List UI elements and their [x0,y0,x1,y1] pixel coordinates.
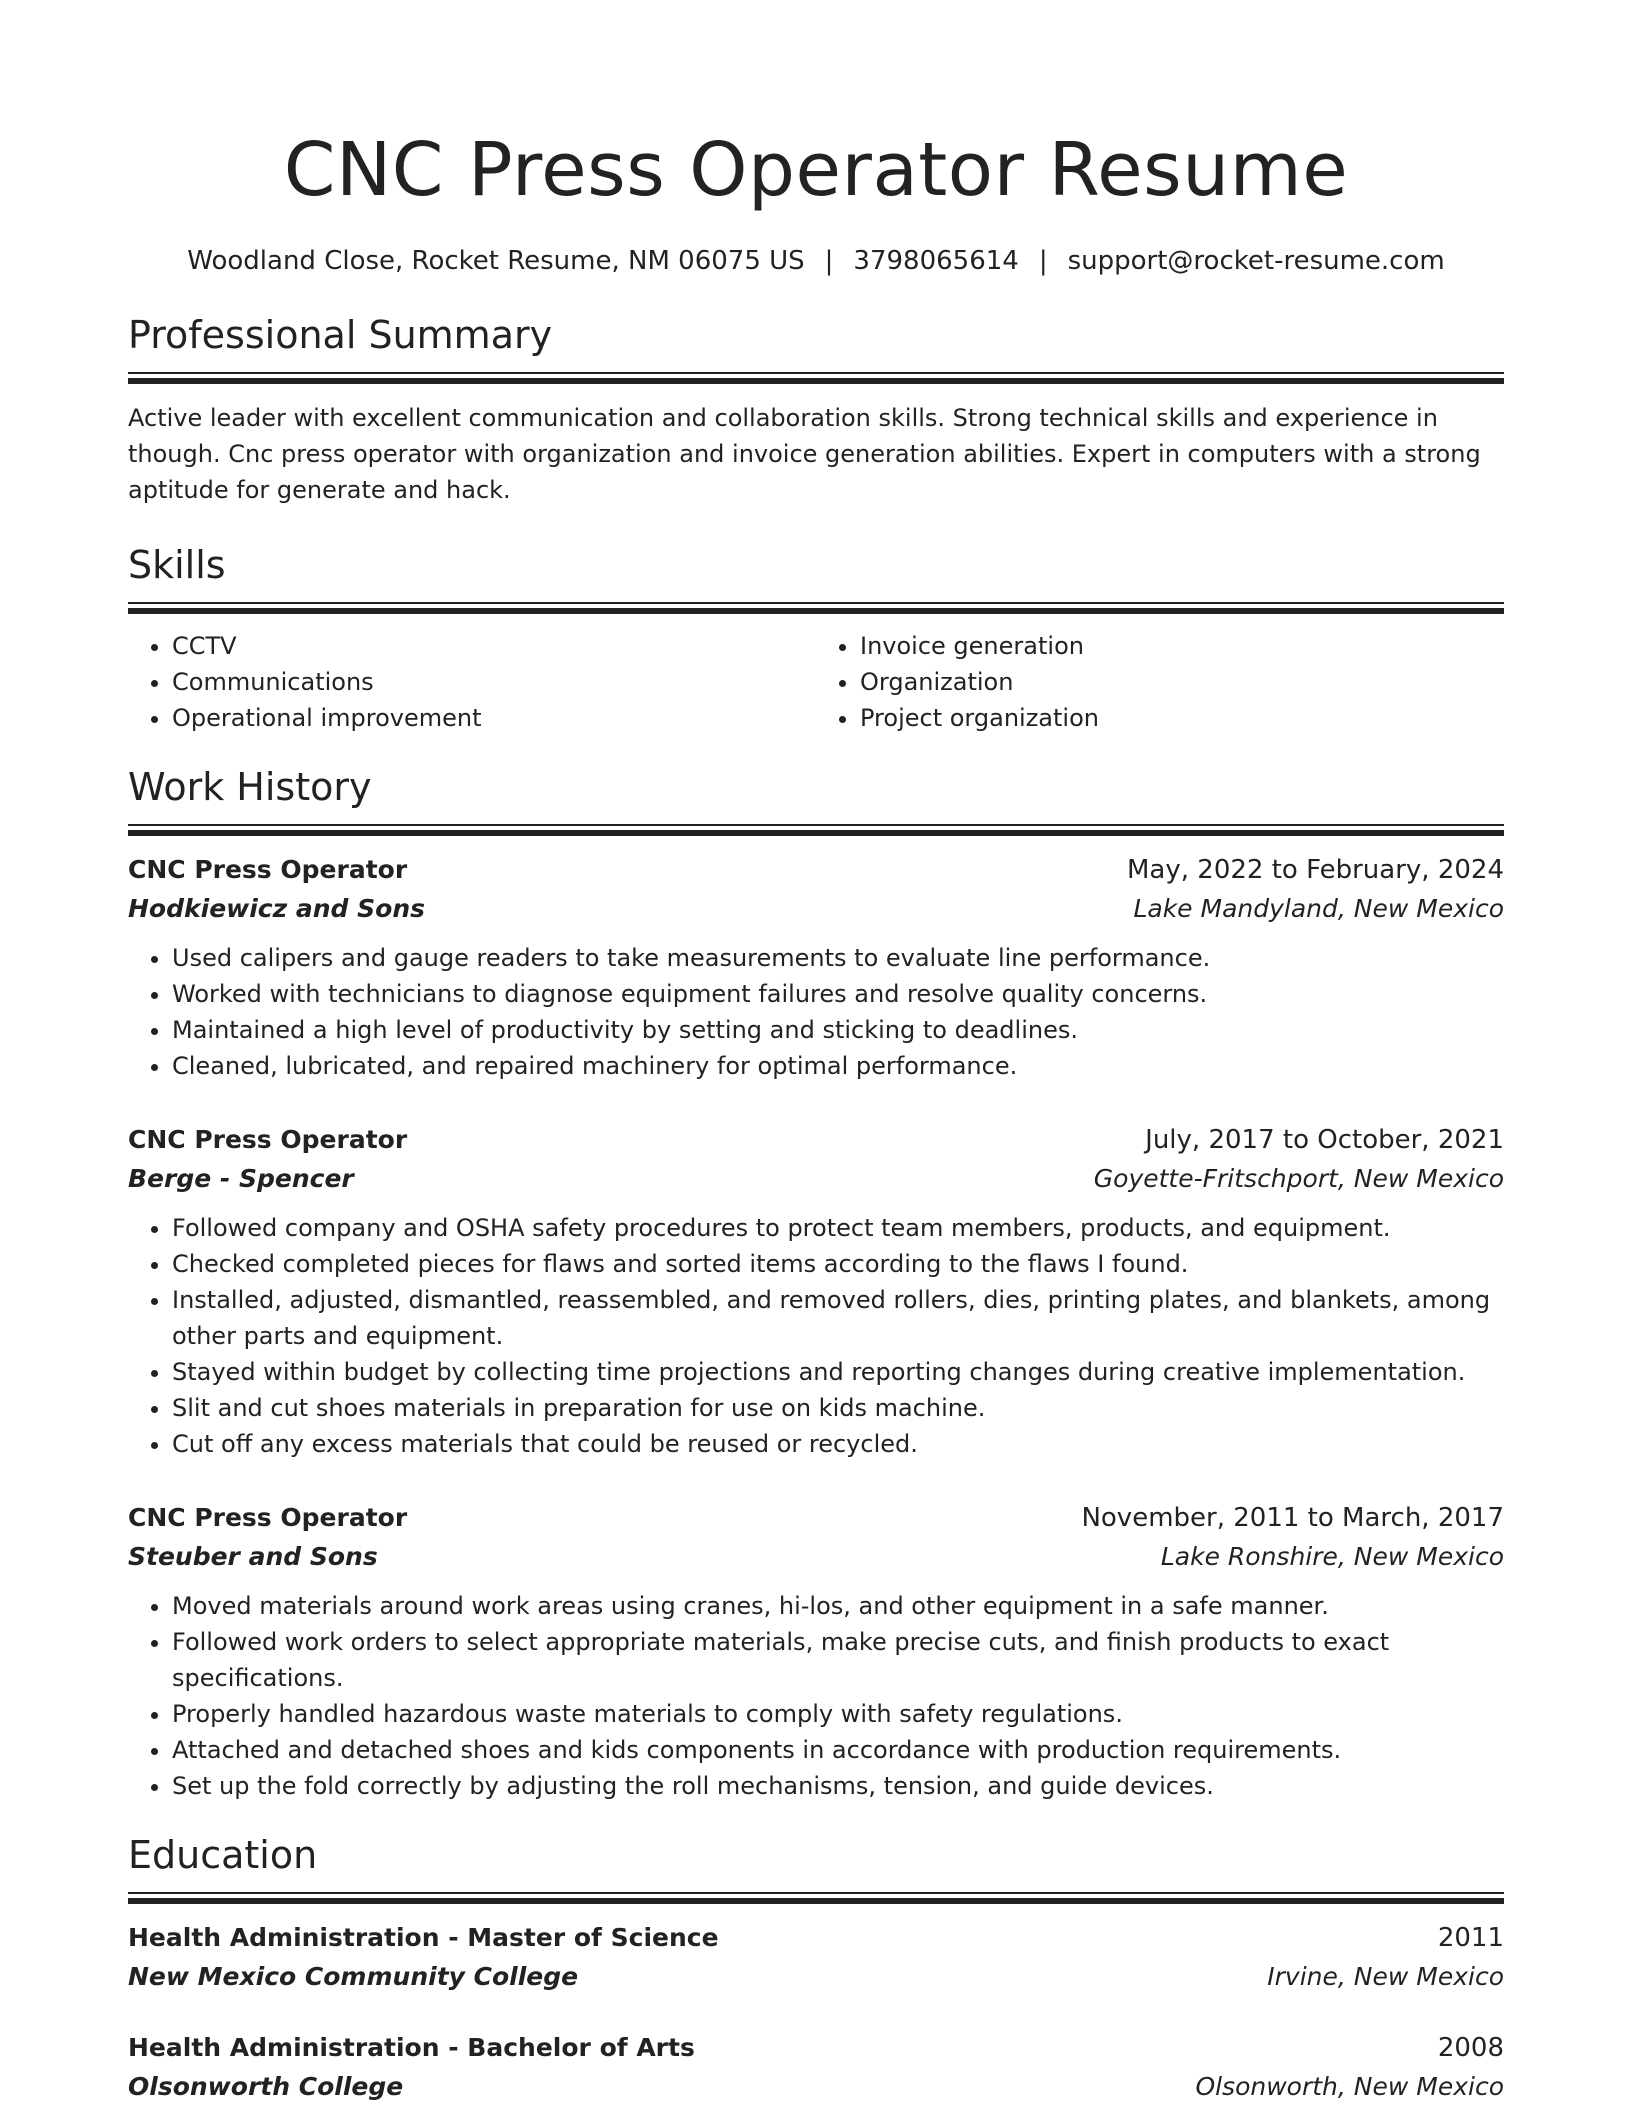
job-entry [128,1498,1504,1804]
job-dates: November, 2011 to March, 2017 [1081,1503,1504,1533]
contact-separator: | [1038,246,1048,276]
work-history-section [128,764,1504,1804]
section-divider [128,602,1504,614]
job-bullets [128,1210,1504,1462]
job-header-row [128,850,1504,890]
contact-phone: 3798065614 [853,246,1019,276]
education-year: 2011 [1437,1923,1504,1953]
contact-address: Woodland Close, Rocket Resume, NM 06075 US [187,246,805,276]
job-company-row [128,1538,1504,1576]
skill-item: • Organization [860,664,1504,700]
resume-title: CNC Press Operator Resume [283,127,1349,213]
job-header-row [128,1498,1504,1538]
job-bullet: • Attached and detached shoes and kids components in accordance with production requirements. [172,1732,1504,1768]
job-company-row [128,1160,1504,1198]
job-dates: May, 2022 to February, 2024 [1127,855,1504,885]
summary-text: Active leader with excellent communication and collaboration skills. Strong technical skills and experience in though. Cnc press operator with organization and invoice generation abilities. Expert in computers with a strong aptitude for generate and hack. [128,404,1481,504]
education-section [128,1832,1504,2106]
skills-section [128,542,1504,736]
education-location: Irvine, New Mexico [1267,1962,1504,1991]
section-divider [128,824,1504,836]
job-bullets [128,940,1504,1084]
education-header-row [128,2028,1504,2068]
job-bullet: • Cleaned, lubricated, and repaired machinery for optimal performance. [172,1048,1504,1084]
job-company: Hodkiewicz and Sons [128,894,426,923]
job-bullet: • Installed, adjusted, dismantled, reassembled, and removed rollers, dies, printing plates, and blankets, among other parts and equipment. [172,1282,1504,1354]
skills-column-right [816,628,1504,736]
skills-column-left [128,628,816,736]
skill-item: • Operational improvement [172,700,816,736]
job-bullet: • Cut off any excess materials that could be reused or recycled. [172,1426,1504,1462]
job-bullet: • Properly handled hazardous waste materials to comply with safety regulations. [172,1696,1504,1732]
section-heading-education: Education [128,1833,318,1877]
education-school-row [128,2068,1504,2106]
skill-item: • CCTV [172,628,816,664]
skill-item: • Project organization [860,700,1504,736]
job-bullet: • Followed company and OSHA safety procedures to protect team members, products, and equipment. [172,1210,1504,1246]
contact-separator: | [824,246,834,276]
education-school: New Mexico Community College [128,1962,579,1991]
section-heading-summary: Professional Summary [128,313,553,357]
education-year: 2008 [1437,2033,1504,2063]
contact-line [128,244,1504,278]
job-title: CNC Press Operator [128,1125,408,1154]
education-school: Olsonworth College [128,2072,404,2101]
job-company-row [128,890,1504,928]
education-entry [128,2028,1504,2106]
job-company: Berge - Spencer [128,1164,354,1193]
section-divider [128,372,1504,384]
job-bullets [128,1588,1504,1804]
section-divider [128,1892,1504,1904]
job-bullet: • Maintained a high level of productivity by setting and sticking to deadlines. [172,1012,1504,1048]
education-degree: Health Administration - Bachelor of Arts [128,2033,695,2062]
education-school-row [128,1958,1504,1996]
job-bullet: • Moved materials around work areas using cranes, hi-los, and other equipment in a safe manner. [172,1588,1504,1624]
skill-item: • Communications [172,664,816,700]
skill-item: • Invoice generation [860,628,1504,664]
job-bullet: • Set up the fold correctly by adjusting the roll mechanisms, tension, and guide devices. [172,1768,1504,1804]
skills-list [128,628,1504,736]
education-entry [128,1918,1504,1996]
job-entry [128,850,1504,1084]
job-bullet: • Checked completed pieces for flaws and sorted items according to the flaws I found. [172,1246,1504,1282]
job-bullet: • Stayed within budget by collecting time projections and reporting changes during creative implementation. [172,1354,1504,1390]
job-bullet: • Followed work orders to select appropriate materials, make precise cuts, and finish products to exact specifications. [172,1624,1504,1696]
job-location: Goyette-Fritschport, New Mexico [1093,1164,1504,1193]
job-title: CNC Press Operator [128,1503,408,1532]
section-heading-skills: Skills [128,543,226,587]
education-location: Olsonworth, New Mexico [1195,2072,1504,2101]
job-dates: July, 2017 to October, 2021 [1145,1125,1504,1155]
job-location: Lake Ronshire, New Mexico [1160,1542,1504,1571]
job-entry [128,1120,1504,1462]
job-bullet: • Used calipers and gauge readers to take measurements to evaluate line performance. [172,940,1504,976]
job-company: Steuber and Sons [128,1542,378,1571]
job-location: Lake Mandyland, New Mexico [1133,894,1504,923]
job-title: CNC Press Operator [128,855,408,884]
job-header-row [128,1120,1504,1160]
job-bullet: • Slit and cut shoes materials in preparation for use on kids machine. [172,1390,1504,1426]
education-header-row [128,1918,1504,1958]
education-degree: Health Administration - Master of Science [128,1923,719,1952]
job-bullet: • Worked with technicians to diagnose equipment failures and resolve quality concerns. [172,976,1504,1012]
summary-section [128,312,1504,508]
contact-email: support@rocket-resume.com [1067,246,1445,276]
section-heading-work-history: Work History [128,765,372,809]
